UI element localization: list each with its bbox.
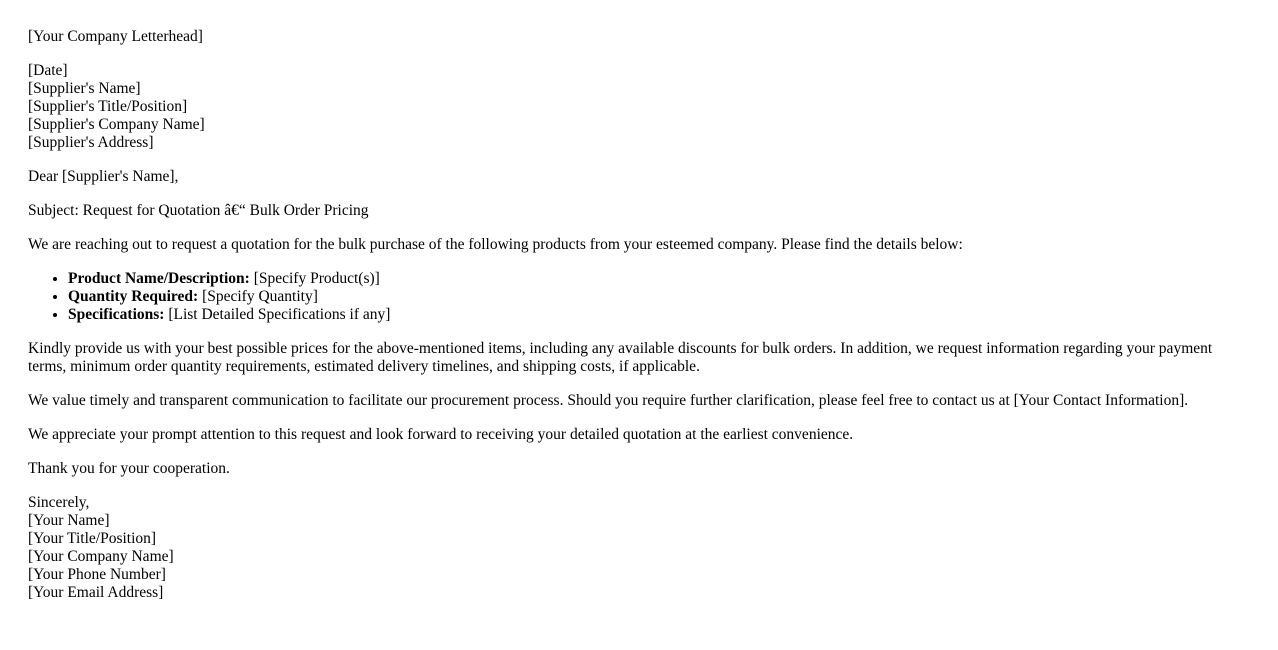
detail-label: Specifications: xyxy=(68,306,165,323)
letterhead: [Your Company Letterhead] xyxy=(28,28,203,45)
salutation: Dear [Supplier's Name], xyxy=(28,168,179,185)
pricing-request-paragraph: Kindly provide us with your best possible prices for the above-mentioned items, including any available discounts for bulk orders. In addition, we request information regarding your payment terms, minimum order quantity requirements, estimated delivery timelines, and shipping costs, if applicable. xyxy=(28,340,1213,375)
sender-phone-line: [Your Phone Number] xyxy=(28,566,166,583)
sender-email-line: [Your Email Address] xyxy=(28,584,164,601)
sender-name-line: [Your Name] xyxy=(28,512,110,529)
detail-value: [Specify Quantity] xyxy=(198,288,318,305)
signature-block xyxy=(28,494,1243,602)
detail-label: Product Name/Description: xyxy=(68,270,250,287)
sender-company-line: [Your Company Name] xyxy=(28,548,174,565)
letter-document xyxy=(28,28,1243,602)
appreciation-paragraph: We appreciate your prompt attention to this request and look forward to receiving your detailed quotation at the earliest convenience. xyxy=(28,426,854,443)
supplier-name-line: [Supplier's Name] xyxy=(28,80,141,97)
sender-title-line: [Your Title/Position] xyxy=(28,530,157,547)
supplier-title-line: [Supplier's Title/Position] xyxy=(28,98,188,115)
closing-line: Sincerely, xyxy=(28,494,90,511)
communication-paragraph: We value timely and transparent communication to facilitate our procurement process. Should you require further clarification, please feel free to contact us at [Your Contact Information]. xyxy=(28,392,1189,409)
list-item xyxy=(68,288,1243,306)
intro-paragraph: We are reaching out to request a quotation for the bulk purchase of the following products from your esteemed company. Please find the details below: xyxy=(28,236,963,253)
supplier-address-line: [Supplier's Address] xyxy=(28,134,154,151)
supplier-company-line: [Supplier's Company Name] xyxy=(28,116,205,133)
thanks-paragraph: Thank you for your cooperation. xyxy=(28,460,230,477)
list-item xyxy=(68,306,1243,324)
detail-value: [Specify Product(s)] xyxy=(249,270,380,287)
date-line: [Date] xyxy=(28,62,68,79)
detail-value: [List Detailed Specifications if any] xyxy=(164,306,391,323)
subject-line: Subject: Request for Quotation â€“ Bulk Order Pricing xyxy=(28,202,369,219)
list-item xyxy=(68,270,1243,288)
details-list xyxy=(28,270,1243,324)
detail-label: Quantity Required: xyxy=(68,288,199,305)
recipient-block xyxy=(28,62,1243,152)
